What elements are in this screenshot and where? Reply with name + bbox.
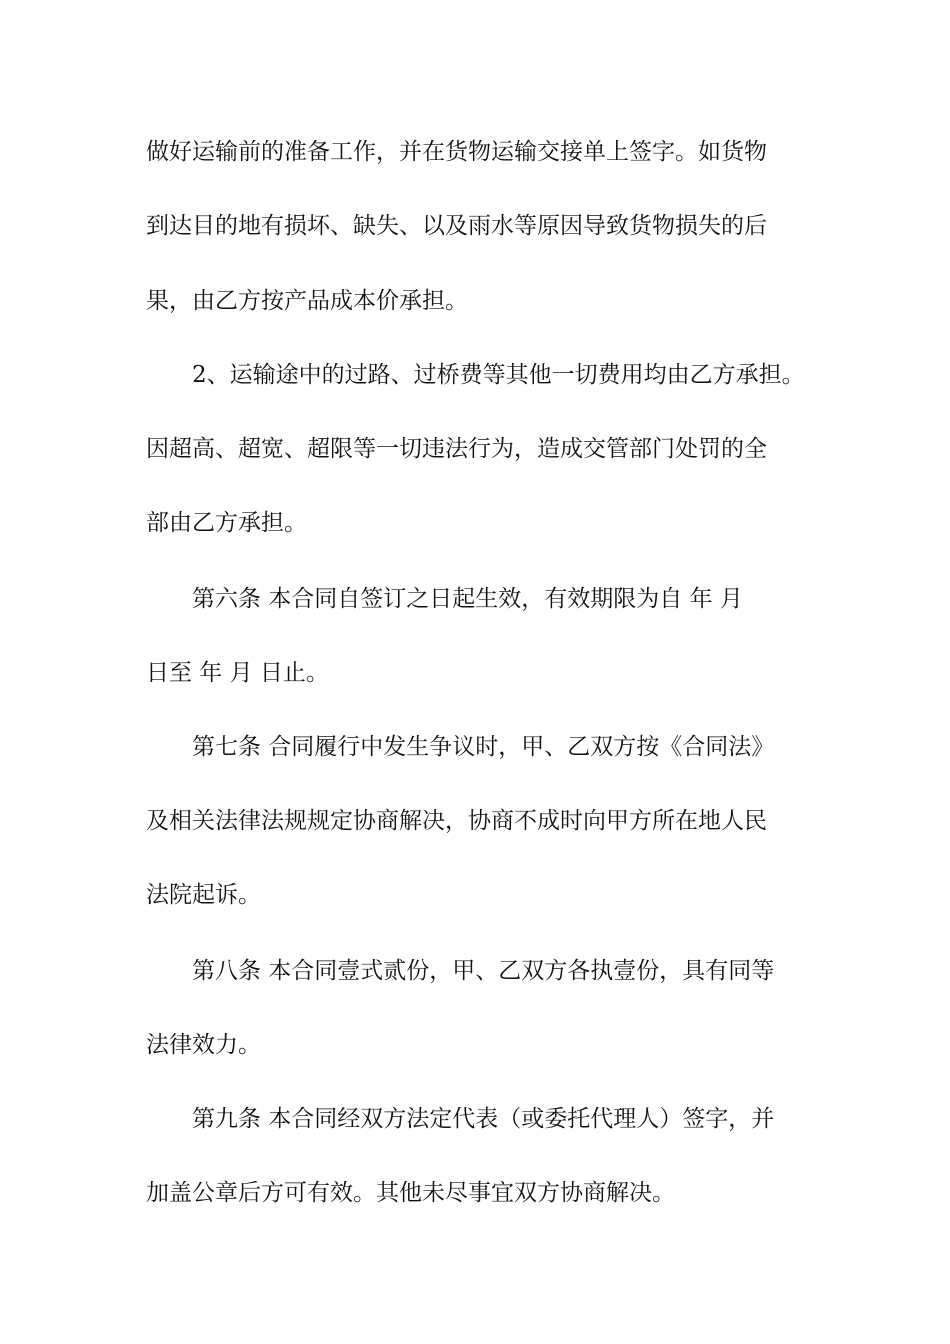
paragraph-line: 部由乙方承担。 bbox=[146, 510, 307, 536]
article-9-line: 第九条 本合同经双方法定代表（或委托代理人）签字，并 bbox=[192, 1106, 775, 1132]
paragraph-line: 法院起诉。 bbox=[146, 882, 261, 908]
paragraph-line: 加盖公章后方可有效。其他未尽事宜双方协商解决。 bbox=[146, 1180, 675, 1206]
paragraph-line: 做好运输前的准备工作，并在货物运输交接单上签字。如货物 bbox=[146, 139, 767, 165]
paragraph-line: 日至 年 月 日止。 bbox=[146, 660, 329, 686]
paragraph-line: 2、运输途中的过路、过桥费等其他一切费用均由乙方承担。 bbox=[192, 362, 805, 388]
paragraph-line: 到达目的地有损坏、缺失、以及雨水等原因导致货物损失的后 bbox=[146, 213, 767, 239]
paragraph-line: 果，由乙方按产品成本价承担。 bbox=[146, 288, 468, 314]
article-7-line: 第七条 合同履行中发生争议时，甲、乙双方按《合同法》 bbox=[192, 734, 775, 760]
paragraph-line: 及相关法律法规规定协商解决，协商不成时向甲方所在地人民 bbox=[146, 808, 767, 834]
paragraph-line: 法律效力。 bbox=[146, 1032, 261, 1058]
article-8-line: 第八条 本合同壹式贰份，甲、乙双方各执壹份，具有同等 bbox=[192, 958, 775, 984]
article-6-line: 第六条 本合同自签订之日起生效，有效期限为自 年 月 bbox=[192, 586, 743, 612]
paragraph-line: 因超高、超宽、超限等一切违法行为，造成交管部门处罚的全 bbox=[146, 436, 767, 462]
